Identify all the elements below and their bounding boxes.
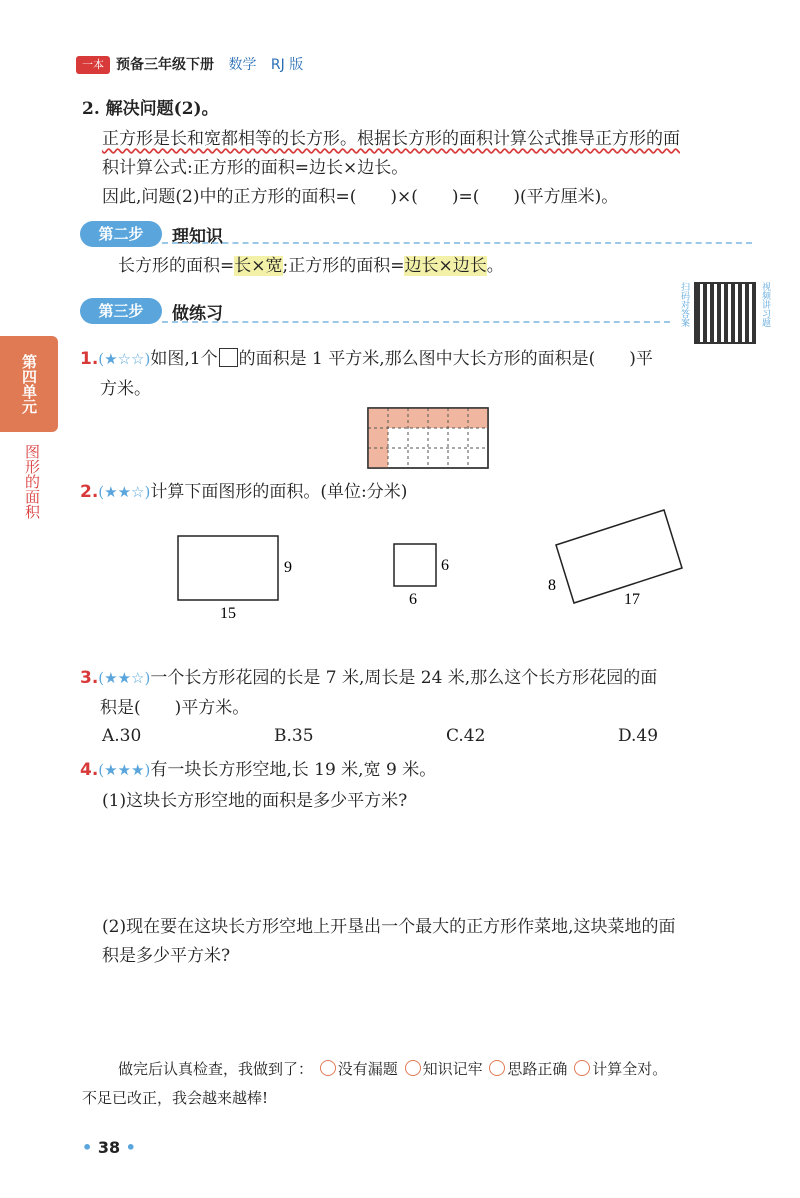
q3-line2: 积是( )平方米。 (100, 698, 250, 718)
unit-square-icon (219, 348, 238, 367)
difficulty-stars-icon: (★☆☆) (98, 350, 151, 368)
q4-number: 4. (80, 760, 99, 780)
q2-rectangle-figure (170, 530, 310, 625)
edition-label: RJ 版 (270, 57, 304, 73)
page-header (116, 54, 303, 74)
section2-title: 2. 解决问题(2)。 (82, 99, 219, 119)
q4-sub2-line1: (2)现在要在这块长方形空地上开垦出一个最大的正方形作菜地,这块菜地的面 (102, 917, 676, 937)
step3-badge: 第三步 (80, 298, 162, 324)
square-shape (394, 544, 436, 586)
formula-part: ;正方形的面积= (282, 256, 405, 276)
q4-answer-area-1[interactable] (102, 820, 742, 910)
qr-block (678, 282, 772, 344)
book-logo: 一本 (76, 56, 110, 74)
subject-label: 数学 (228, 57, 257, 73)
check-item-2: 知识记牢 (422, 1060, 483, 1078)
q1-text: 的面积是 1 平方米,那么图中大长方形的面积是( )平 (238, 349, 653, 369)
difficulty-stars-icon: (★★☆) (98, 669, 151, 687)
difficulty-stars-icon: (★★☆) (98, 483, 151, 501)
q3-choice-d[interactable]: D.49 (618, 726, 659, 746)
q4-sub2-line2: 积是多少平方米? (102, 946, 231, 966)
self-check-line2: 不足已改正，我会越来越棒! (82, 1089, 269, 1107)
fig3-height-label: 8 (548, 577, 556, 594)
smile-checkbox-icon[interactable] (405, 1060, 421, 1076)
step3-divider (162, 321, 670, 323)
book-title: 预备三年级下册 (116, 57, 214, 73)
q3-choice-c[interactable]: C.42 (446, 726, 486, 746)
q1-text: 如图,1个 (150, 349, 218, 369)
smile-checkbox-icon[interactable] (574, 1060, 590, 1076)
q4-answer-area-2[interactable] (102, 975, 742, 1045)
check-item-4: 计算全对。 (592, 1060, 668, 1078)
q2-text: 计算下面图形的面积。(单位:分米) (150, 482, 408, 502)
q3-number: 3. (80, 668, 99, 688)
step2-divider (162, 242, 752, 244)
tilted-rectangle-shape (556, 510, 682, 603)
check-item-3: 思路正确 (507, 1060, 568, 1078)
q4-line (80, 756, 436, 784)
fig1-height-label: 9 (284, 559, 292, 576)
q3-text: 一个长方形花园的长是 7 米,周长是 24 米,那么这个长方形花园的面 (150, 668, 658, 688)
step2-formula (118, 252, 504, 280)
q1-number: 1. (80, 349, 99, 369)
q2-square-figure (386, 538, 466, 610)
smile-checkbox-icon[interactable] (489, 1060, 505, 1076)
step3-title: 做练习 (172, 304, 223, 324)
bullet-icon: • (125, 1138, 136, 1157)
self-check-line1 (118, 1058, 667, 1079)
q1-line2: 方米。 (100, 379, 151, 399)
section2-line2: 积计算公式:正方形的面积=边长×边长。 (102, 158, 409, 178)
self-check-lead: 做完后认真检查，我做到了： (118, 1060, 314, 1078)
q2-number: 2. (80, 482, 99, 502)
qr-caption-right: 视频讲习题 (760, 282, 770, 327)
q3-choice-b[interactable]: B.35 (274, 726, 314, 746)
q3-choice-a[interactable]: A.30 (102, 726, 142, 746)
formula-highlight: 边长×边长 (404, 256, 487, 276)
q3-line1 (80, 664, 657, 692)
bullet-icon: • (82, 1138, 93, 1157)
section2-line1 (102, 125, 680, 153)
fig2-width-label: 6 (409, 591, 417, 608)
q1-grid-figure (366, 406, 490, 470)
rectangle-shape (178, 536, 278, 600)
qr-code-icon[interactable] (694, 282, 756, 344)
section2-line1-text: 正方形是长和宽都相等的长方形。根据长方形的面积计算公式推导正方形的面 (102, 129, 680, 149)
formula-part: 长方形的面积= (118, 256, 235, 276)
section2-line3: 因此,问题(2)中的正方形的面积=( )×( )=( )(平方厘米)。 (102, 187, 619, 207)
q2-line (80, 478, 407, 506)
check-item-1: 没有漏题 (337, 1060, 398, 1078)
fig3-width-label: 17 (624, 591, 640, 608)
q1-line1 (80, 345, 653, 373)
q2-tilted-rectangle-figure (540, 500, 700, 618)
page-number (82, 1138, 136, 1157)
unit-tab: 第四单元 (0, 336, 58, 432)
fig2-height-label: 6 (441, 557, 449, 574)
formula-highlight: 长×宽 (234, 256, 283, 276)
step2-badge: 第二步 (80, 221, 162, 247)
q4-sub1: (1)这块长方形空地的面积是多少平方米? (102, 791, 408, 811)
formula-part: 。 (486, 256, 504, 276)
fig1-width-label: 15 (220, 605, 236, 622)
step2-title: 理知识 (172, 227, 223, 247)
difficulty-stars-icon: (★★★) (98, 761, 151, 779)
q4-text: 有一块长方形空地,长 19 米,宽 9 米。 (150, 760, 437, 780)
qr-caption-left: 扫码对答案 (679, 282, 689, 327)
unit-topic: 图形的面积 (23, 444, 41, 519)
page-number-text: 38 (97, 1138, 121, 1157)
smile-checkbox-icon[interactable] (320, 1060, 336, 1076)
